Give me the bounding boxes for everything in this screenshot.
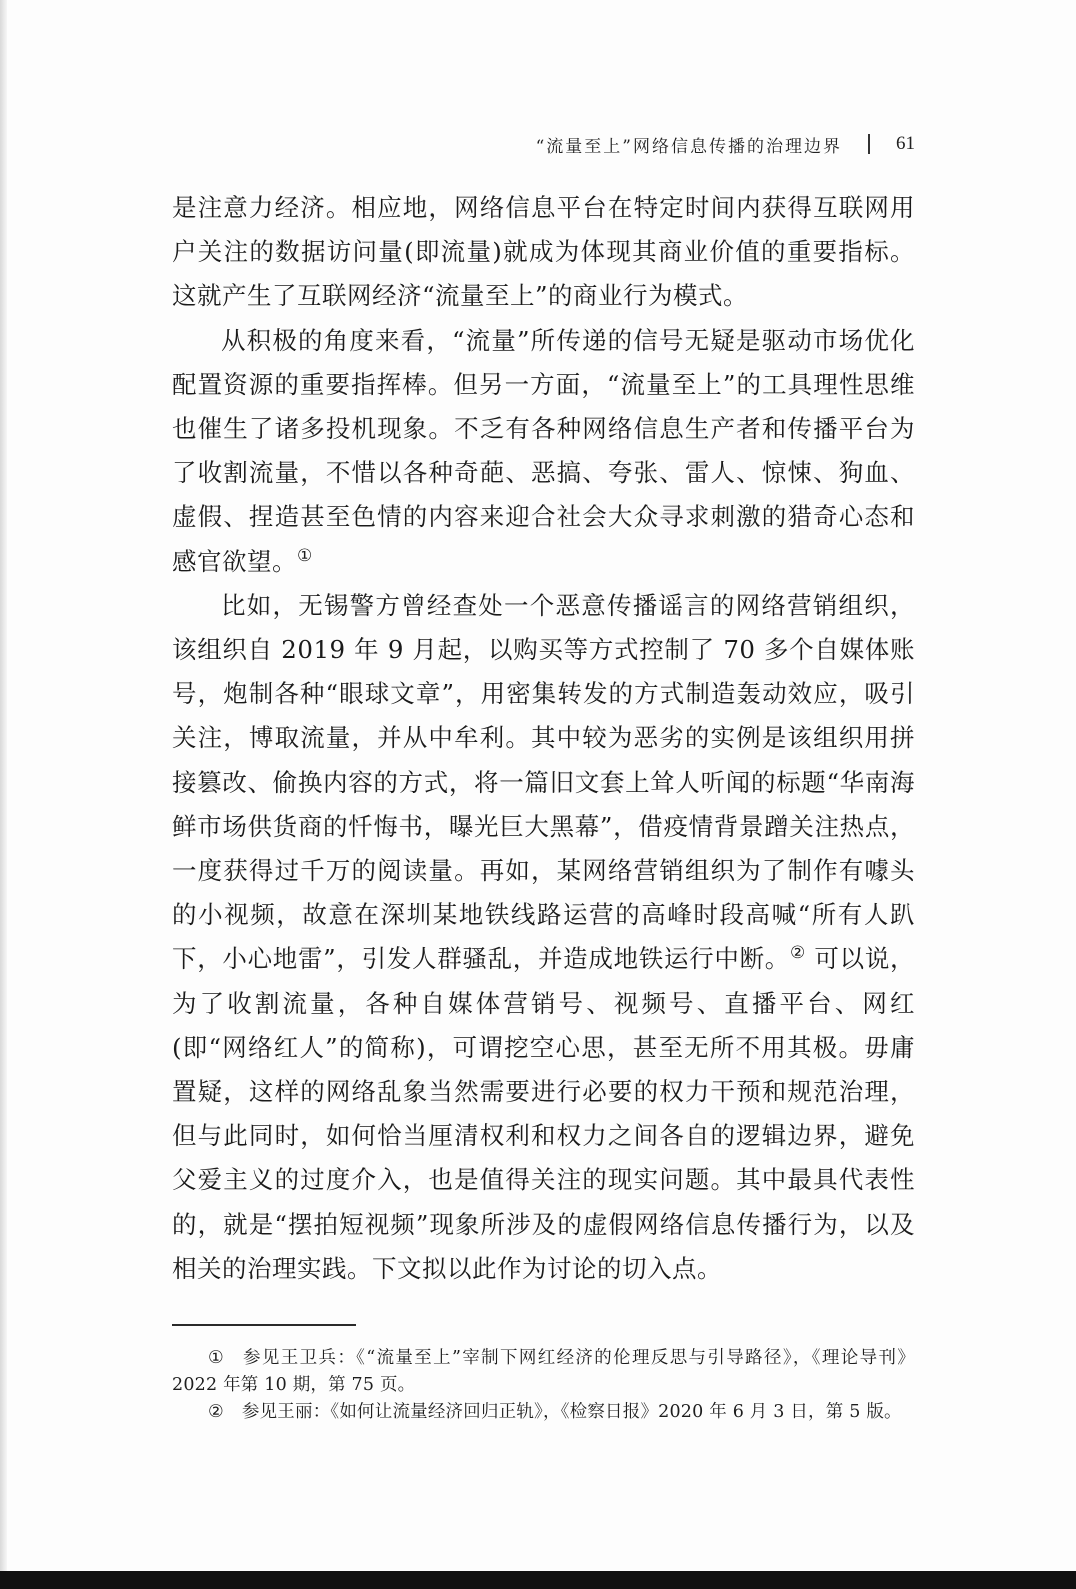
footnote-2 (172, 1399, 915, 1426)
paragraph-3 (172, 584, 915, 1291)
paragraph-3-text-b: 可以说，为了收割流量，各种自媒体营销号、视频号、直播平台、网红(即“网络红人”的简称)，可谓挖空心思，甚至无所不用其极。毋庸置疑，这样的网络乱象当然需要进行必要的权力干预和规范治理，但与此同时，如何恰当厘清权利和权力之间各自的逻辑边界，避免父爱主义的过度介入，也是值得关注的现实问题。其中最具代表性的，就是“摆拍短视频”现象所涉及的虚假网络信息传播行为，以及相关的治理实践。下文拟以此作为讨论的切入点。 (172, 944, 916, 1283)
paragraph-2 (172, 319, 915, 584)
footnotes (172, 1345, 915, 1426)
body-text (172, 186, 915, 1291)
running-title: “流量至上”网络信息传播的治理边界 (535, 136, 842, 157)
footnote-1-mark: ① (208, 1348, 226, 1368)
paragraph-2-text: 从积极的角度来看，“流量”所传递的信号无疑是驱动市场优化配置资源的重要指挥棒。但另一方面，“流量至上”的工具理性思维也催生了诸多投机现象。不乏有各种网络信息生产者和传播平台为了收割流量，不惜以各种奇葩、恶搞、夸张、雷人、惊悚、狗血、虚假、捏造甚至色情的内容来迎合社会大众寻求刺激的猎奇心态和感官欲望。 (172, 325, 915, 576)
footnote-1-text: 参见王卫兵：《“流量至上”宰制下网红经济的伦理反思与引导路径》，《理论导刊》2022 年第 10 期，第 75 页。 (172, 1348, 915, 1395)
footnote-1 (172, 1345, 915, 1399)
footnote-2-mark: ② (208, 1402, 224, 1422)
paragraph-3-text-a: 比如，无锡警方曾经查处一个恶意传播谣言的网络营销组织，该组织自 2019 年 9 月起，以购买等方式控制了 70 多个自媒体账号，炮制各种“眼球文章”，用密集转发的方式制造轰动效应，吸引关注，博取流量，并从中牟利。其中较为恶劣的实例是该组织用拼接篡改、偷换内容的方式，将一篇旧文套上耸人听闻的标题“华南海鲜市场供货商的忏悔书，曝光巨大黑幕”，借疫情背景蹭关注热点，一度获得过千万的阅读量。再如，某网络营销组织为了制作有噱头的小视频，故意在深圳某地铁线路运营的高峰时段高喊“所有人趴下，小心地雷”，引发人群骚乱，并造成地铁运行中断。 (172, 590, 915, 974)
page-spine-shadow (0, 0, 7, 1589)
header-separator (868, 134, 870, 154)
footnote-2-text: 参见王丽：《如何让流量经济回归正轨》，《检察日报》2020 年 6 月 3 日，第 5 版。 (241, 1402, 902, 1422)
paragraph-1 (172, 186, 915, 319)
page-number: 61 (896, 133, 915, 154)
footnote-ref-2[interactable]: ② (789, 943, 806, 964)
running-header (172, 128, 915, 160)
footnote-ref-1[interactable]: ① (297, 545, 313, 566)
paragraph-1-text: 是注意力经济。相应地，网络信息平台在特定时间内获得互联网用户关注的数据访问量(即流量)就成为体现其商业价值的重要指标。这就产生了互联网经济“流量至上”的商业行为模式。 (172, 193, 915, 311)
footnote-divider (172, 1324, 356, 1326)
scan-bottom-edge (0, 1571, 1076, 1589)
